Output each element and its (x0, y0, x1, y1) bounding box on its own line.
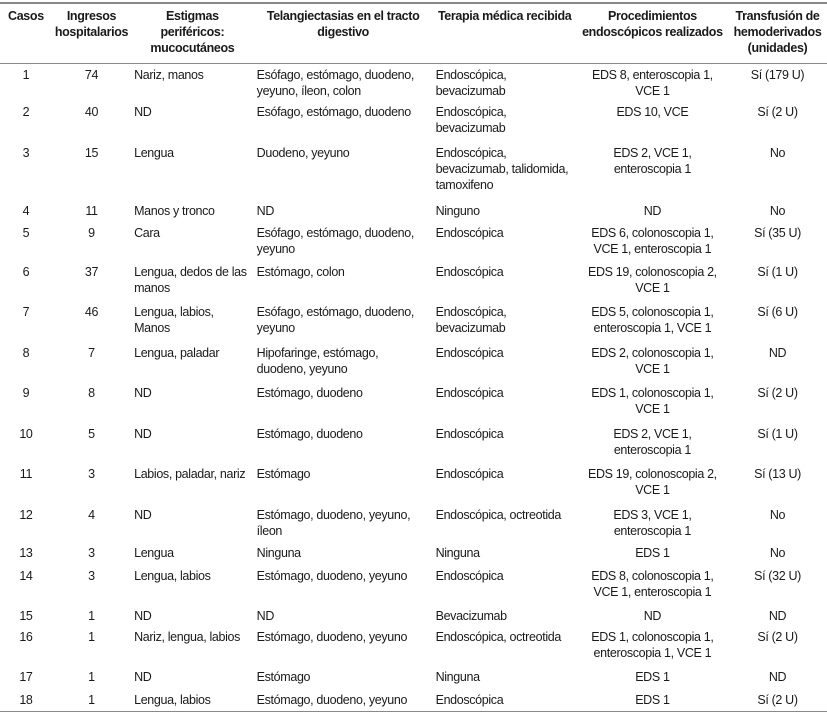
cell-telangiectasias: Ninguna (256, 546, 301, 560)
cell-casos: 15 (19, 609, 33, 623)
cell-estigmas: Lengua, labios, Manos (134, 305, 214, 335)
cell-procedimientos: EDS 19, colonoscopia 2, VCE 1 (587, 265, 717, 295)
table-row (0, 463, 827, 504)
cell-telangiectasias: Estómago (256, 467, 311, 481)
cell-terapia: Endoscópica (435, 427, 504, 441)
cell-telangiectasias: Estómago, duodeno, yeyuno, íleon (256, 508, 411, 538)
cell-procedimientos: EDS 1, colonoscopia 1, VCE 1 (591, 386, 714, 416)
cell-procedimientos: EDS 2, VCE 1, enteroscopia 1 (613, 146, 692, 176)
header-transfusion: Transfusión de hemoderivados (unidades) (728, 3, 827, 63)
cell-casos: 10 (19, 427, 33, 441)
table-row (0, 504, 827, 542)
cell-terapia: Endoscópica (435, 569, 504, 583)
cell-telangiectasias: Hipofaringe, estómago, duodeno, yeyuno (256, 346, 379, 376)
cell-ingresos: 46 (84, 305, 99, 319)
cell-procedimientos: EDS 3, VCE 1, enteroscopia 1 (613, 508, 692, 538)
cell-transfusion: Sí (32 U) (754, 569, 801, 583)
cell-ingresos: 3 (88, 569, 95, 583)
cell-estigmas: Nariz, lengua, labios (134, 630, 241, 644)
cell-estigmas: ND (134, 427, 152, 441)
cell-terapia: Bevacizumab (435, 609, 507, 623)
cell-casos: 18 (0, 689, 52, 711)
cell-transfusion: Sí (179 U) (750, 67, 805, 82)
table-row (0, 565, 827, 605)
cell-procedimientos: EDS 19, colonoscopia 2, VCE 1 (587, 467, 717, 497)
cell-transfusion: Sí (1 U) (757, 265, 798, 279)
table-row (0, 261, 827, 301)
cell-terapia: Endoscópica (435, 226, 504, 240)
cell-ingresos: 5 (88, 427, 95, 441)
table-row (0, 200, 827, 222)
cell-ingresos: 9 (88, 226, 95, 240)
cell-estigmas: Lengua (134, 146, 174, 160)
cell-telangiectasias: Estómago, colon (256, 265, 345, 279)
cell-ingresos: 74 (84, 67, 99, 82)
table-row (0, 382, 827, 423)
cell-transfusion: Sí (2 U) (757, 630, 798, 644)
cell-terapia: Endoscópica, octreotida (435, 630, 561, 644)
cell-ingresos: 3 (88, 546, 95, 560)
cell-terapia: Ninguno (435, 204, 480, 218)
cell-telangiectasias: Estómago, duodeno, yeyuno (256, 569, 408, 583)
cell-casos: 12 (19, 508, 33, 522)
header-terapia: Terapia médica recibida (433, 3, 577, 63)
cell-estigmas: ND (134, 508, 152, 522)
cell-estigmas: Lengua, labios (131, 689, 254, 711)
cell-terapia: Endoscópica (435, 346, 504, 360)
table-row (0, 101, 827, 142)
table-row (0, 63, 827, 101)
cell-transfusion: Sí (2 U) (757, 105, 798, 119)
cell-procedimientos: EDS 1 (635, 670, 670, 684)
cell-procedimientos: EDS 6, colonoscopia 1, VCE 1, enteroscopia 1 (591, 226, 714, 256)
cell-casos: 11 (19, 467, 33, 481)
cell-estigmas: Lengua, dedos de las manos (134, 265, 247, 295)
cell-procedimientos: EDS 1 (635, 546, 670, 560)
cell-casos: 3 (22, 146, 30, 160)
table-row (0, 605, 827, 626)
table-row (0, 423, 827, 463)
cell-transfusion: Sí (35 U) (754, 226, 801, 240)
cell-transfusion: ND (768, 670, 787, 684)
cell-casos: 9 (22, 386, 30, 400)
cell-casos: 6 (22, 265, 30, 279)
cell-procedimientos: EDS 2, VCE 1, enteroscopia 1 (613, 427, 692, 457)
table-row (0, 666, 827, 689)
cell-casos: 17 (19, 670, 33, 684)
cell-terapia: Endoscópica (435, 265, 504, 279)
cell-transfusion: ND (768, 346, 787, 360)
table-row (0, 626, 827, 666)
table-row (0, 342, 827, 382)
cell-terapia: Endoscópica, bevacizumab (435, 67, 507, 98)
cell-telangiectasias: Esófago, estómago, duodeno (256, 105, 411, 119)
cell-casos: 14 (19, 569, 33, 583)
cell-ingresos: 8 (88, 386, 95, 400)
cell-telangiectasias: Estómago, duodeno (256, 427, 363, 441)
cell-telangiectasias: Estómago, duodeno, yeyuno (256, 630, 408, 644)
cell-telangiectasias: ND (256, 609, 275, 623)
cell-estigmas: Cara (134, 226, 160, 240)
cell-transfusion: No (769, 546, 786, 560)
cell-procedimientos: ND (643, 204, 662, 218)
cell-terapia: Endoscópica (435, 386, 504, 400)
cell-telangiectasias: Esófago, estómago, duodeno, yeyuno, íleon, colon (256, 67, 415, 98)
cell-transfusion: No (769, 508, 786, 522)
table-row (0, 301, 827, 342)
cell-estigmas: Lengua, paladar (134, 346, 220, 360)
cell-casos: 8 (22, 346, 30, 360)
cell-ingresos: 1 (88, 609, 95, 623)
cell-telangiectasias: Estómago, duodeno, yeyuno (254, 689, 433, 711)
cell-casos: 5 (22, 226, 30, 240)
cell-terapia: Endoscópica, octreotida (435, 508, 561, 522)
table-row (0, 142, 827, 200)
header-casos: Casos (0, 3, 52, 63)
cell-terapia: Endoscópica (435, 467, 504, 481)
cell-terapia: Ninguna (435, 546, 480, 560)
cell-ingresos: 40 (84, 105, 99, 119)
cell-estigmas: Lengua (134, 546, 174, 560)
cell-estigmas: Nariz, manos (134, 67, 204, 82)
cell-casos: 2 (22, 105, 30, 119)
cell-terapia: Endoscópica, bevacizumab, talidomida, tamoxifeno (435, 146, 569, 192)
header-row (0, 3, 827, 63)
cell-ingresos: 1 (88, 670, 95, 684)
cell-procedimientos: EDS 5, colonoscopia 1, enteroscopia 1, VCE 1 (591, 305, 714, 335)
cell-transfusion: Sí (2 U) (757, 386, 798, 400)
cell-ingresos: 3 (88, 467, 95, 481)
cell-transfusion: No (769, 146, 786, 160)
cell-terapia: Endoscópica, bevacizumab (435, 305, 507, 335)
cell-estigmas: Labios, paladar, nariz (134, 467, 246, 481)
table-row (0, 542, 827, 565)
header-ingresos: Ingresos hospitalarios (52, 3, 131, 63)
cell-estigmas: Manos y tronco (134, 204, 215, 218)
header-telangiectasias: Telangiectasias en el tracto digestivo (254, 3, 433, 63)
cell-estigmas: ND (134, 386, 152, 400)
cell-telangiectasias: Estómago, duodeno (256, 386, 363, 400)
cell-procedimientos: EDS 8, enteroscopia 1, VCE 1 (591, 67, 713, 98)
cell-ingresos: 1 (52, 689, 131, 711)
cell-transfusion: ND (768, 609, 787, 623)
cell-estigmas: Lengua, labios (134, 569, 211, 583)
cell-telangiectasias: ND (256, 204, 275, 218)
cell-procedimientos: ND (643, 609, 662, 623)
table-row (0, 689, 827, 711)
cell-procedimientos: EDS 10, VCE (616, 105, 689, 119)
cell-procedimientos: EDS 1 (577, 689, 728, 711)
cell-telangiectasias: Esófago, estómago, duodeno, yeyuno (256, 305, 415, 335)
cell-transfusion: Sí (1 U) (757, 427, 798, 441)
cases-table (0, 2, 827, 712)
header-procedimientos: Procedimientos endoscópicos realizados (577, 3, 728, 63)
cell-terapia: Endoscópica (433, 689, 577, 711)
cell-casos: 1 (22, 67, 30, 82)
cell-telangiectasias: Esófago, estómago, duodeno, yeyuno (256, 226, 415, 256)
cell-ingresos: 37 (84, 265, 99, 279)
cell-transfusion: Sí (6 U) (757, 305, 798, 319)
cell-estigmas: ND (134, 670, 152, 684)
cell-ingresos: 11 (85, 204, 98, 218)
cell-casos: 13 (19, 546, 33, 560)
cell-transfusion: Sí (13 U) (754, 467, 801, 481)
cell-casos: 16 (19, 630, 33, 644)
cell-terapia: Endoscópica, bevacizumab (435, 105, 507, 135)
cell-casos: 4 (22, 204, 30, 218)
table-row (0, 222, 827, 261)
cell-transfusion: Sí (2 U) (728, 689, 827, 711)
cell-ingresos: 1 (88, 630, 95, 644)
cell-estigmas: ND (134, 609, 152, 623)
cell-procedimientos: EDS 8, colonoscopia 1, VCE 1, enteroscopia 1 (591, 569, 714, 599)
cell-procedimientos: EDS 2, colonoscopia 1, VCE 1 (591, 346, 714, 376)
cell-terapia: Ninguna (435, 670, 480, 684)
cell-telangiectasias: Duodeno, yeyuno (256, 146, 350, 160)
cell-ingresos: 7 (88, 346, 95, 360)
cell-ingresos: 4 (88, 508, 95, 522)
cell-telangiectasias: Estómago (256, 670, 311, 684)
cell-ingresos: 15 (84, 146, 99, 160)
header-estigmas: Estigmas periféricos: mucocutáneos (131, 3, 254, 63)
cell-estigmas: ND (134, 105, 152, 119)
cell-casos: 7 (22, 305, 30, 319)
cell-transfusion: No (769, 204, 786, 218)
cell-procedimientos: EDS 1, colonoscopia 1, enteroscopia 1, VCE 1 (591, 630, 714, 660)
